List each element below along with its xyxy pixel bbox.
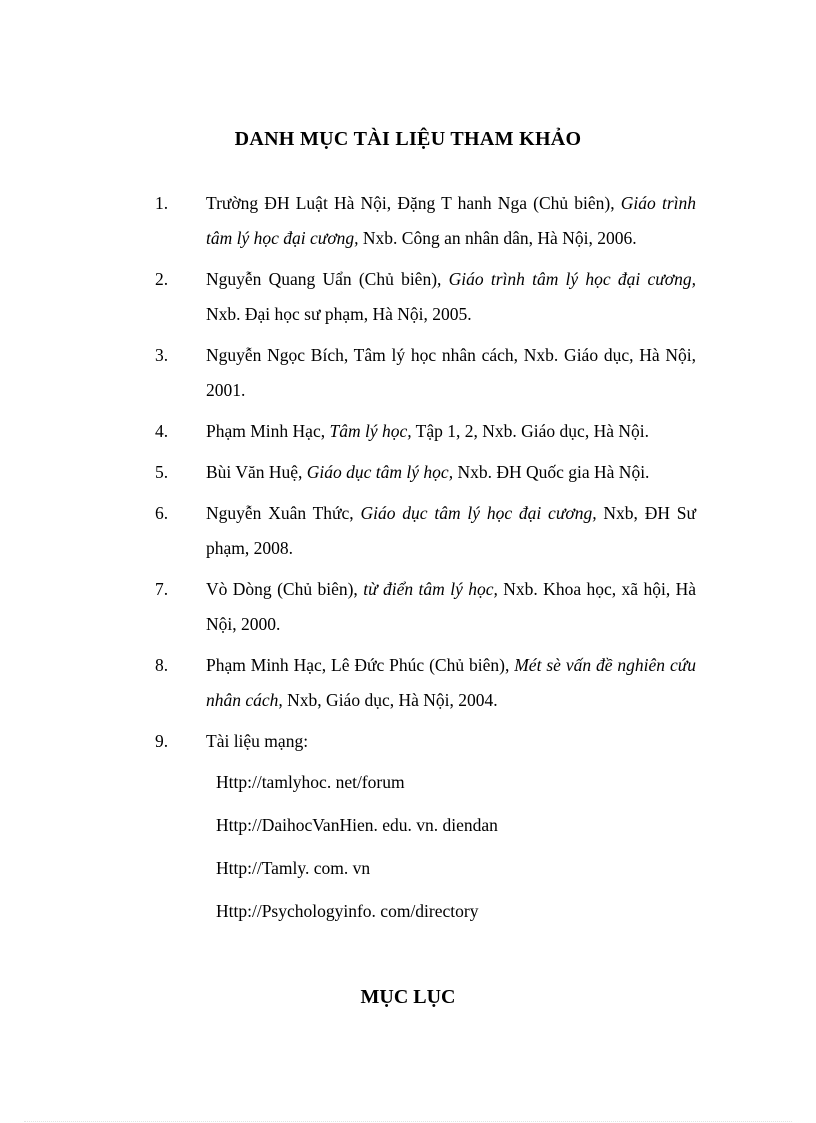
reference-number: 6. [155, 503, 169, 523]
reference-publisher: Nxb. Công an nhân dân, Hà Nội, 2006. [358, 228, 637, 248]
reference-authors: Nguyễn Ngọc Bích, Tâm lý học nhân cách, Nxb. Giáo dục, Hà Nội, 2001. [206, 345, 696, 400]
reference-title: Giáo trình tâm lý học đại cương, [206, 193, 696, 248]
reference-item-2 [0, 262, 816, 332]
page-bottom-rule [24, 1121, 792, 1122]
reference-item-5 [0, 455, 816, 490]
reference-publisher: Nxb. Khoa học, xã hội, Hà Nội, 2000. [206, 579, 696, 634]
reference-item-6 [0, 496, 816, 566]
reference-publisher: Tập 1, 2, Nxb. Giáo dục, Hà Nội. [411, 421, 649, 441]
reference-text [206, 496, 696, 566]
reference-number: 5. [155, 462, 169, 482]
web-link-list [216, 761, 816, 933]
reference-item-3 [0, 338, 816, 408]
reference-authors: Tài liệu mạng: [206, 731, 309, 751]
page-title: DANH MỤC TÀI LIỆU THAM KHẢO [234, 128, 582, 150]
reference-list [0, 186, 816, 939]
reference-item-4 [0, 414, 816, 449]
reference-title: Tâm lý học, [329, 421, 412, 441]
reference-number: 2. [155, 269, 169, 289]
reference-authors: Nguyễn Quang Uẩn (Chủ biên), [206, 269, 449, 289]
web-link[interactable]: Http://Psychologyinfo. com/directory [216, 901, 479, 921]
reference-text [206, 455, 696, 490]
reference-publisher: Nxb, ĐH Sư phạm, 2008. [206, 503, 696, 558]
reference-title: Mét sè vấn đề nghiên cứu nhân cách, [206, 655, 697, 710]
reference-authors: Bùi Văn Huệ, [206, 462, 307, 482]
reference-item-8 [0, 648, 816, 718]
reference-authors: Vò Dòng (Chủ biên), [206, 579, 364, 599]
reference-text [206, 414, 696, 449]
toc-title: MỤC LỤC [360, 986, 456, 1008]
reference-number: 9. [155, 731, 169, 751]
reference-authors: Phạm Minh Hạc, [206, 421, 330, 441]
reference-title: Giáo dục tâm lý học đại cương, [360, 503, 597, 523]
reference-number: 4. [155, 421, 169, 441]
reference-publisher: Nxb. Đại học sư phạm, Hà Nội, 2005. [206, 304, 472, 324]
reference-number: 3. [155, 345, 169, 365]
reference-text [206, 572, 696, 642]
reference-title: từ điển tâm lý học, [363, 579, 498, 599]
web-link[interactable]: Http://DaihocVanHien. edu. vn. diendan [216, 815, 498, 835]
reference-publisher: Nxb, Giáo dục, Hà Nội, 2004. [282, 690, 498, 710]
reference-authors: Nguyễn Xuân Thức, [206, 503, 361, 523]
reference-text [206, 186, 696, 256]
reference-title: Giáo trình tâm lý học đại cương, [448, 269, 696, 289]
web-link[interactable]: Http://tamlyhoc. net/forum [216, 772, 405, 792]
reference-text [206, 724, 696, 759]
reference-number: 1. [155, 193, 169, 213]
reference-text [206, 648, 696, 718]
reference-title: Giáo dục tâm lý học, [306, 462, 454, 482]
reference-item-1 [0, 186, 816, 256]
reference-number: 7. [155, 579, 169, 599]
reference-publisher: Nxb. ĐH Quốc gia Hà Nội. [453, 462, 650, 482]
reference-number: 8. [155, 655, 169, 675]
reference-authors: Trường ĐH Luật Hà Nội, Đặng T hanh Nga (Chủ biên), [206, 193, 621, 213]
reference-item-7 [0, 572, 816, 642]
reference-text [206, 338, 696, 408]
reference-text [206, 262, 696, 332]
reference-item-9 [0, 724, 816, 933]
web-link[interactable]: Http://Tamly. com. vn [216, 858, 371, 878]
reference-authors: Phạm Minh Hạc, Lê Đức Phúc (Chủ biên), [206, 655, 515, 675]
